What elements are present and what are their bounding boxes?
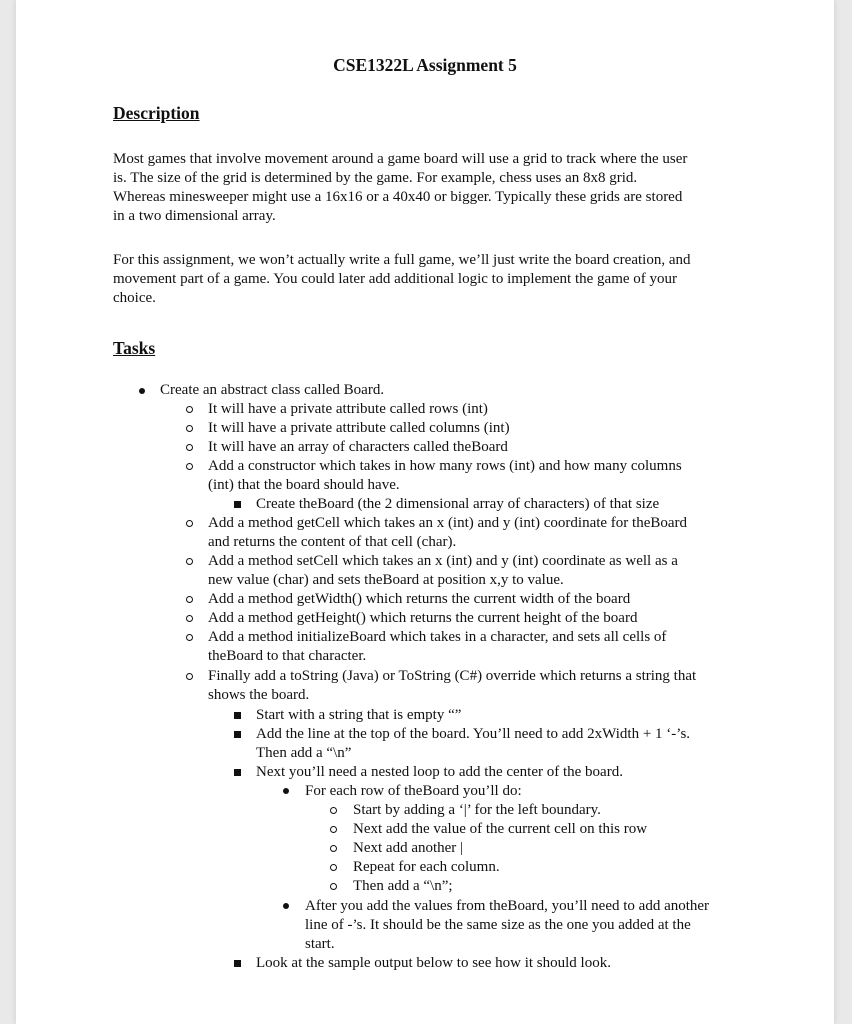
bullet-dot	[139, 388, 145, 394]
tasks-heading: Tasks	[113, 338, 156, 358]
task-level5-item: Next add another |	[353, 840, 464, 856]
bullet-circle	[330, 826, 337, 833]
task-subitem: It will have an array of characters called theBoard	[208, 439, 508, 455]
paragraph-line: Whereas minesweeper might use a 16x16 or a 40x40 or bigger. Typically these grids are stored	[113, 189, 683, 205]
bullet-circle	[186, 596, 193, 603]
task-subitem-continued: and returns the content of that cell (char).	[208, 534, 457, 550]
task-level5-item: Repeat for each column.	[353, 859, 500, 875]
task-level5-item: Start by adding a ‘|’ for the left boundary.	[353, 802, 601, 818]
task-subsubitem: Start with a string that is empty “”	[256, 707, 462, 723]
bullet-circle	[186, 558, 193, 565]
task-subitem-continued: theBoard to that character.	[208, 648, 367, 664]
task-level4-item-continued: start.	[305, 936, 335, 952]
task-subitem: Add a method initializeBoard which takes in a character, and sets all cells of	[208, 629, 667, 645]
bullet-circle	[186, 520, 193, 527]
bullet-circle	[186, 425, 193, 432]
task-level5-item: Next add the value of the current cell on this row	[353, 821, 648, 837]
paragraph-line: choice.	[113, 290, 156, 306]
bullet-circle	[186, 673, 193, 680]
task-subitem: It will have a private attribute called columns (int)	[208, 420, 510, 436]
paragraph-line: in a two dimensional array.	[113, 208, 276, 224]
task-subsubitem-continued: Then add a “\n”	[256, 745, 352, 761]
task-level5-item: Then add a “\n”;	[353, 878, 453, 894]
bullet-circle	[186, 634, 193, 641]
bullet-dot	[283, 903, 289, 909]
task-subitem-continued: (int) that the board should have.	[208, 477, 400, 493]
bullet-circle	[330, 845, 337, 852]
bullet-circle	[330, 864, 337, 871]
bullet-square	[234, 501, 241, 508]
task-level4-item: For each row of theBoard you’ll do:	[305, 783, 522, 799]
task-level4-item: After you add the values from theBoard, you’ll need to add another	[305, 898, 710, 914]
paragraph-line: For this assignment, we won’t actually write a full game, we’ll just write the board creation, and	[113, 252, 691, 268]
bullet-circle	[186, 463, 193, 470]
bullet-circle	[330, 883, 337, 890]
bullet-circle	[186, 406, 193, 413]
task-level4-item-continued: line of -’s. It should be the same size as the one you added at the	[305, 917, 691, 933]
bullet-circle	[186, 615, 193, 622]
bullet-square	[234, 769, 241, 776]
bullet-dot	[283, 788, 289, 794]
task-subitem: Finally add a toString (Java) or ToString (C#) override which returns a string that	[208, 668, 697, 684]
description-paragraph-1	[113, 150, 743, 226]
task-subitem: Add a method getCell which takes an x (int) and y (int) coordinate for theBoard	[208, 515, 688, 531]
paragraph-line: Most games that involve movement around a game board will use a grid to track where the user	[113, 151, 688, 167]
task-subsubitem: Next you’ll need a nested loop to add the center of the board.	[256, 764, 623, 780]
task-subsubitem: Add the line at the top of the board. You’ll need to add 2xWidth + 1 ‘-’s.	[256, 726, 691, 742]
task-subitem-continued: shows the board.	[208, 687, 310, 703]
paragraph-line: is. The size of the grid is determined by the game. For example, chess uses an 8x8 grid.	[113, 170, 638, 186]
bullet-circle	[186, 444, 193, 451]
task-subitem: Add a method getHeight() which returns the current height of the board	[208, 610, 638, 626]
paragraph-line: movement part of a game. You could later add additional logic to implement the game of your	[113, 271, 678, 287]
document-page	[16, 0, 834, 1024]
task-subsubitem: Create theBoard (the 2 dimensional array of characters) of that size	[256, 496, 660, 512]
task-subitem-continued: new value (char) and sets theBoard at position x,y to value.	[208, 572, 564, 588]
description-paragraph-2	[113, 251, 743, 308]
bullet-square	[234, 712, 241, 719]
task-subitem: Add a constructor which takes in how many rows (int) and how many columns	[208, 458, 682, 474]
bullet-square	[234, 960, 241, 967]
task-subsubitem: Look at the sample output below to see how it should look.	[256, 955, 611, 971]
page-title: CSE1322L Assignment 5	[333, 55, 517, 75]
bullet-square	[234, 731, 241, 738]
task-subitem: Add a method setCell which takes an x (int) and y (int) coordinate as well as a	[208, 553, 678, 569]
task-subitem: Add a method getWidth() which returns the current width of the board	[208, 591, 631, 607]
task-subitem: It will have a private attribute called rows (int)	[208, 401, 488, 417]
bullet-circle	[330, 807, 337, 814]
description-heading: Description	[113, 103, 200, 123]
task-item: Create an abstract class called Board.	[160, 382, 385, 398]
